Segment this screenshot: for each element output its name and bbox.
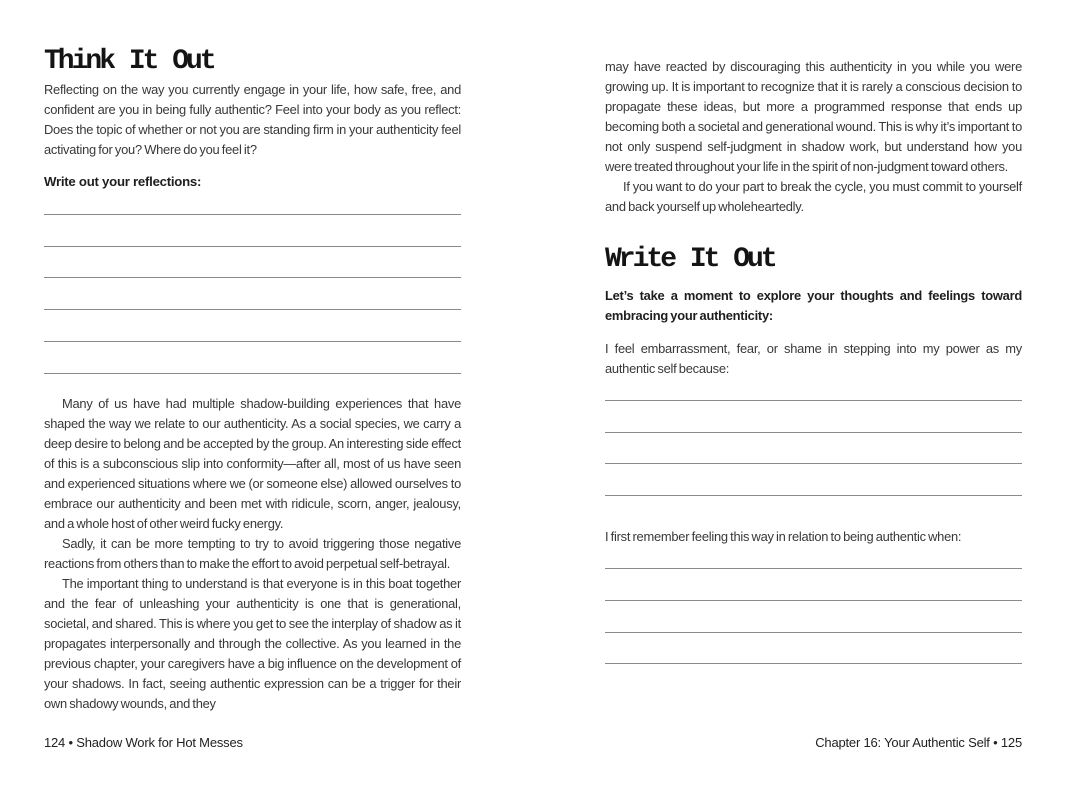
ruled-line [605, 401, 1022, 433]
ruled-line [605, 433, 1022, 465]
first-remember-prompt: I first remember feeling this way in relation to being authentic when: [605, 529, 962, 545]
write-it-out-heading: Write It Out [605, 244, 775, 275]
running-footer-right: Chapter 16: Your Authentic Self • 125 [815, 735, 1022, 750]
embarrassment-prompt: I feel embarrassment, fear, or shame in stepping into my power as my authentic self because: [605, 341, 1022, 376]
think-it-out-heading: Think It Out [44, 46, 214, 77]
reflecting-intro-paragraph: Reflecting on the way you currently engage in your life, how safe, free, and confident are you in being fully authentic? Feel into your body as you reflect: Does the topic of whether or not you are standing firm in your authenticity feel activating for you? Where do you feel it? [44, 82, 461, 157]
paragraph-sadly: Sadly, it can be more tempting to try to avoid triggering those negative reactions from others than to make the effort to avoid perpetual self-betrayal. [44, 535, 461, 571]
ruled-line [44, 215, 461, 247]
write-out-reflections-label: Write out your reflections: [44, 174, 202, 189]
ruled-line [44, 247, 461, 279]
paragraph-break-the-cycle: If you want to do your part to break the cycle, you must commit to yourself and back yourself up wholeheartedly. [605, 179, 1022, 214]
ruled-line [605, 464, 1022, 496]
remember-ruled-lines [605, 537, 1022, 664]
paragraph-many-of-us: Many of us have had multiple shadow-building experiences that have shaped the way we relate to our authenticity. As a social species, we carry a deep desire to belong and be accepted by the group. An interesting side effect of this is a subconscious slip into conformity—after all, most of us have seen and experienced situations where we (or someone else) allowed ourselves to embrace our authenticity and been met with ridicule, scorn, anger, jealousy, and a whole host of other weird fucky energy. [44, 395, 461, 531]
reflections-ruled-lines [44, 183, 461, 374]
paragraph-continuation: may have reacted by discouraging this authenticity in you while you were growing up. It is important to recognize that it is rarely a conscious decision to propagate these ideas, but more a programmed response that ends up becoming both a societal and generational wound. This is why it’s important to not only suspend self-judgment in shadow work, but understand how you were treated throughout your life in the spirit of non-judgment toward others. [605, 59, 1022, 174]
paragraph-important-thing: The important thing to understand is that everyone is in this boat together and the fear of unleashing your authenticity is one that is generational, societal, and shared. This is where you get to see the interplay of shadow as it propagates interpersonally and through the collective. As you learned in the previous chapter, your caregivers have a big influence on the development of your shadows. In fact, seeing authentic expression can be a trigger for their own shadowy wounds, and they [44, 575, 461, 711]
ruled-line [44, 342, 461, 374]
page-right [605, 0, 1022, 800]
ruled-line [605, 633, 1022, 665]
ruled-line [605, 601, 1022, 633]
ruled-line [44, 310, 461, 342]
explore-thoughts-prompt: Let’s take a moment to explore your thoughts and feelings toward embracing your authenticity: [605, 288, 1022, 323]
embarrassment-ruled-lines [605, 369, 1022, 496]
ruled-line [605, 569, 1022, 601]
running-footer-left: 124 • Shadow Work for Hot Messes [44, 735, 243, 750]
page-left [44, 0, 461, 800]
ruled-line [44, 278, 461, 310]
